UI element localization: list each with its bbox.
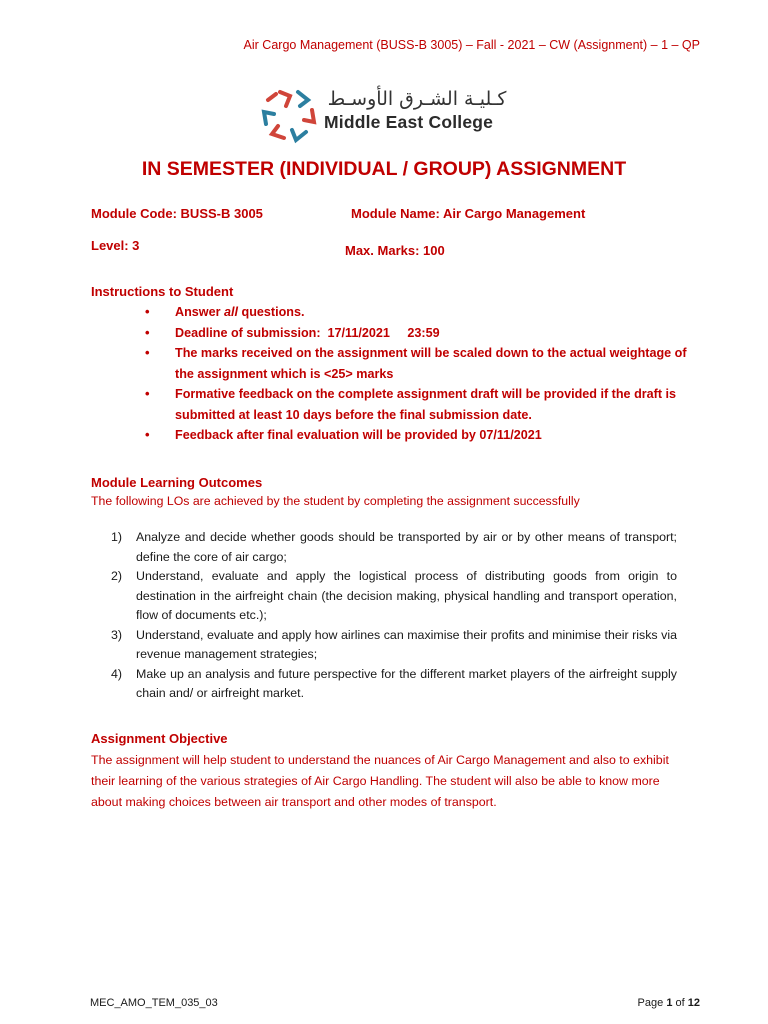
page-word: Page [637,997,664,1009]
instruction-text: The marks received on the assignment will be scaled down to the actual weightage of the assignment which is <25> marks [175,346,687,381]
college-emblem-icon [258,86,320,144]
page-of: of [675,997,685,1009]
bullet-icon: • [145,324,150,340]
outcome-number: 1) [111,530,123,544]
bullet-icon: • [145,386,150,401]
instructions-heading: Instructions to Student [91,284,234,299]
outcome-number: 4) [111,666,123,681]
outcome-text: Understand, evaluate and apply the logistical process of distributing goods from origin to destination in the airfreight chain (the decision making, physical handling and transport operation, flow of documents etc.); [136,569,677,622]
module-level: Level: 3 [91,238,140,253]
outcomes-list [91,528,677,704]
outcome-text: Make up an analysis and future perspective for the different market players of the airfreight supply chain and/ or airfreight market. [136,666,677,700]
instruction-text: Formative feedback on the complete assignment draft will be provided if the draft is submitted at least 10 days before the final submission date. [175,387,677,422]
instructions-list [91,302,691,446]
outcome-text: Understand, evaluate and apply how airlines can maximise their profits and minimise their risks via revenue management strategies; [136,627,677,661]
header-course-line: Air Cargo Management (BUSS-B 3005) – Fall - 2021 – CW (Assignment) – 1 – QP [243,38,700,52]
instruction-emphasis: all [224,305,239,319]
list-item [91,528,677,567]
page-title: IN SEMESTER (INDIVIDUAL / GROUP) ASSIGNMENT [141,158,627,180]
list-item [91,665,677,704]
instruction-text: Deadline of submission: 17/11/2021 23:59 [175,325,440,340]
list-item [91,343,691,384]
outcome-number: 2) [111,569,123,583]
objective-text: The assignment will help student to understand the nuances of Air Cargo Management and also to exhibit their learning of the various strategies of Air Cargo Handling. The student will also be able to know more about making choices between air transport and other modes of transport. [91,753,669,809]
logo-english-text: Middle East College [324,112,494,132]
page-number [600,997,700,1009]
list-item [91,425,691,446]
list-item [91,384,691,425]
list-item [91,302,691,323]
outcomes-subheading: The following LOs are achieved by the student by completing the assignment successfully [91,494,580,508]
bullet-icon: • [145,427,150,442]
outcomes-heading: Module Learning Outcomes [91,475,263,490]
page-current: 1 [666,997,673,1009]
instruction-text: questions. [238,305,305,319]
bullet-icon: • [145,345,150,360]
outcome-number: 3) [111,627,123,642]
list-item [91,626,677,665]
list-item [91,567,677,626]
max-marks: Max. Marks: 100 [345,243,445,258]
outcome-text: Analyze and decide whether goods should be transported by air or by other means of transport; define the core of air cargo; [136,530,677,564]
logo-arabic-text: كـليـة الشـرق الأوسـط [327,88,507,110]
instruction-text: Answer [175,305,224,319]
college-logo [258,86,518,144]
objective-heading: Assignment Objective [91,731,228,746]
page-total: 12 [687,997,700,1009]
instruction-text: Feedback after final evaluation will be provided by 07/11/2021 [175,428,542,442]
template-code: MEC_AMO_TEM_035_03 [90,997,218,1009]
module-code: Module Code: BUSS-B 3005 [91,206,263,221]
bullet-icon: • [145,304,150,319]
list-item [91,323,691,344]
module-name: Module Name: Air Cargo Management [351,206,586,221]
